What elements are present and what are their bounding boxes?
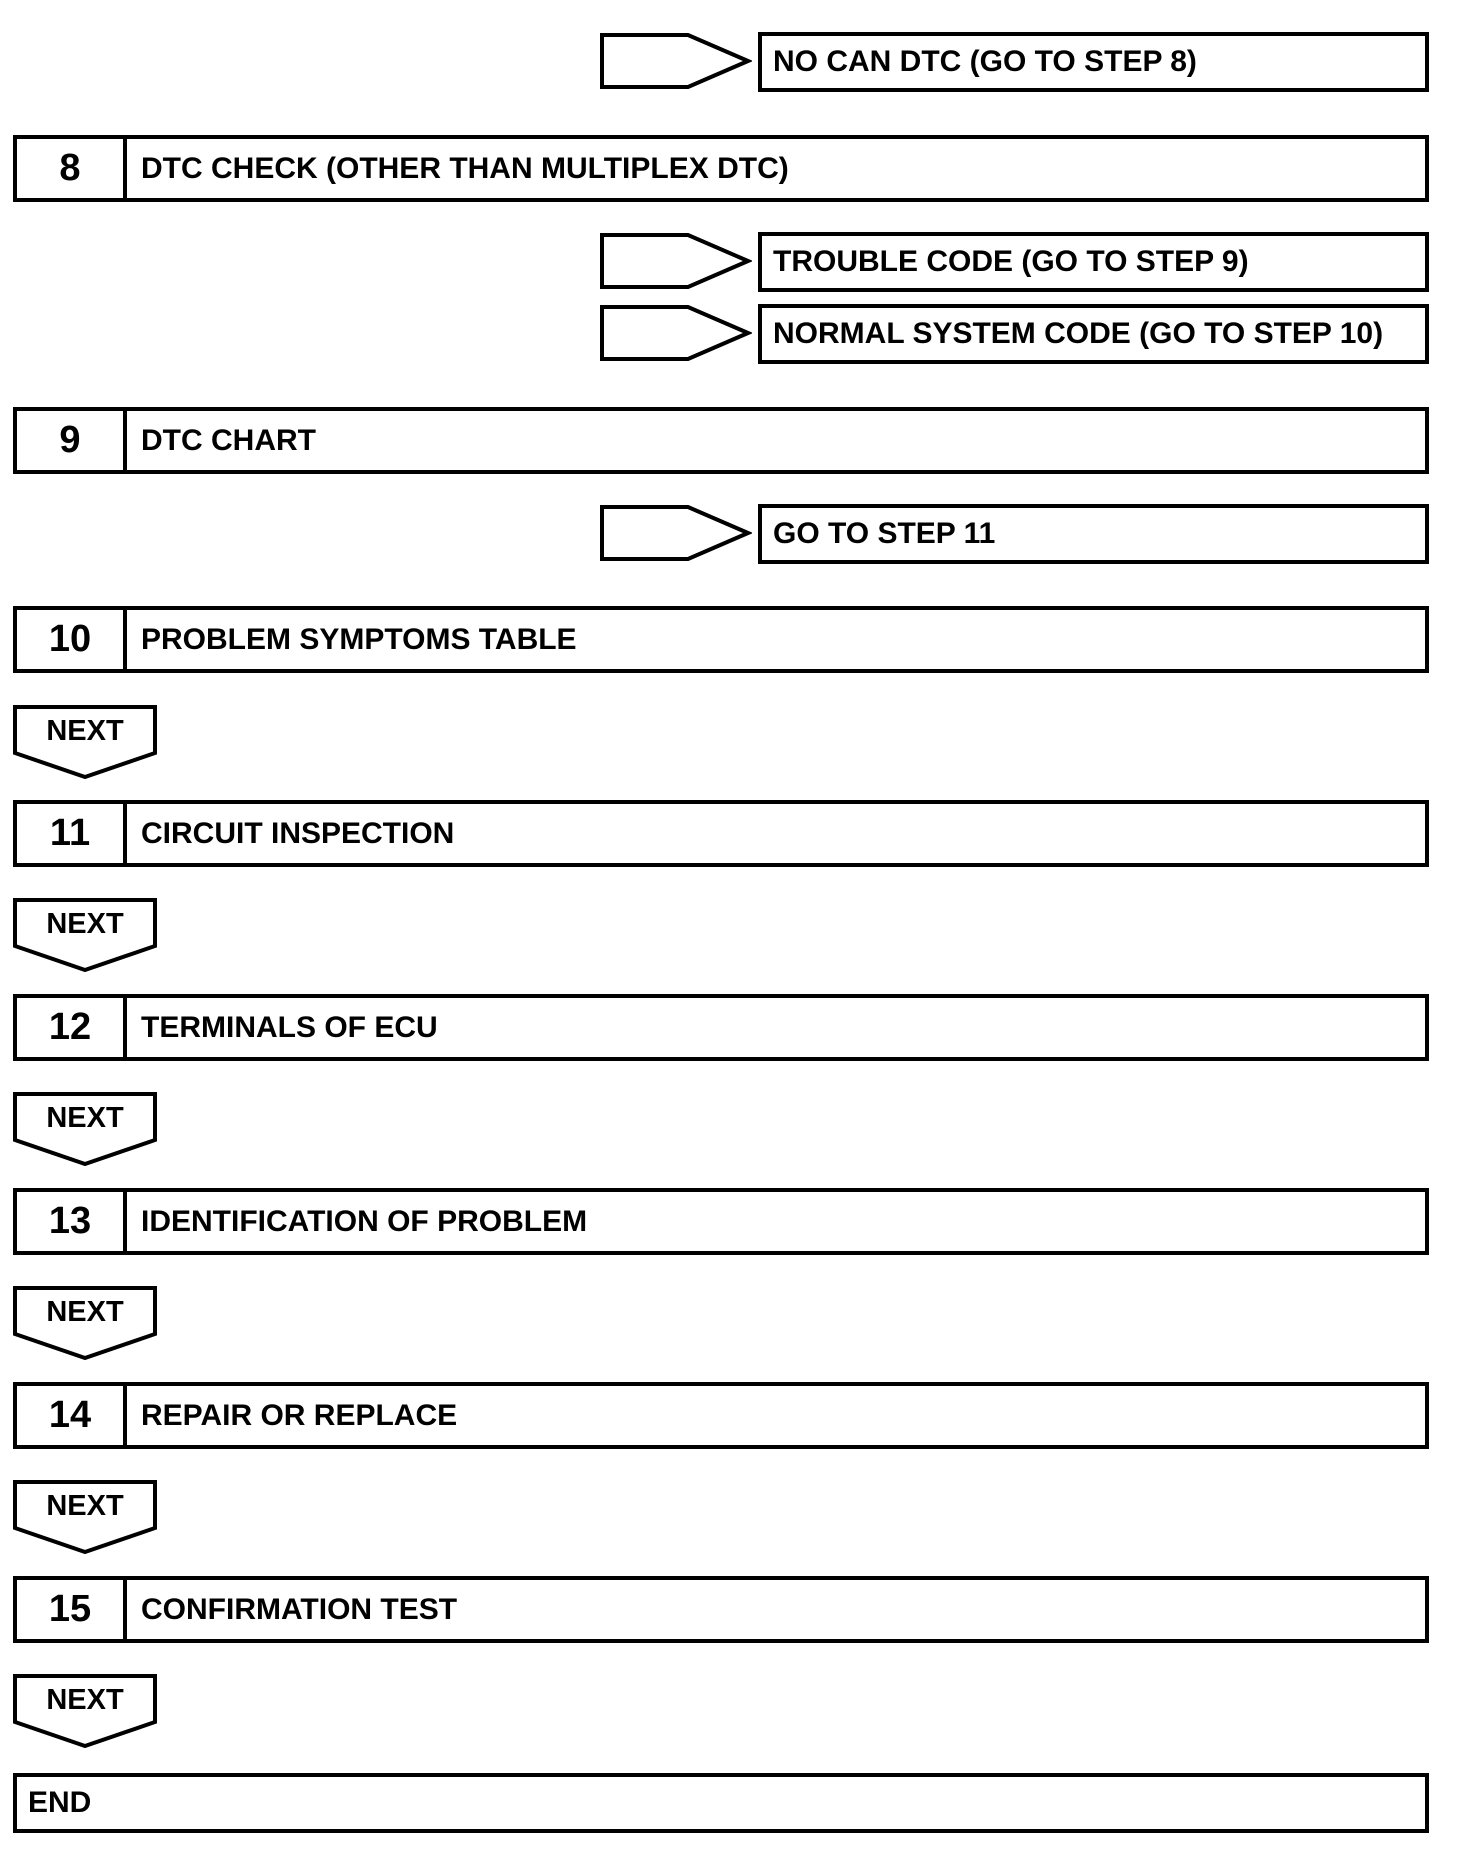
step-number: 11	[17, 804, 127, 863]
branch-go-to-step-11	[758, 504, 1429, 564]
next-label: NEXT	[46, 1489, 124, 1522]
right-arrow-icon	[600, 304, 752, 362]
branch-label: TROUBLE CODE (GO TO STEP 9)	[773, 245, 1249, 278]
step-8	[13, 135, 1429, 202]
step-13	[13, 1188, 1429, 1255]
branch-trouble-code	[758, 232, 1429, 292]
step-title: REPAIR OR REPLACE	[141, 1398, 458, 1432]
step-11	[13, 800, 1429, 867]
next-arrow	[13, 1092, 157, 1166]
next-label: NEXT	[46, 714, 124, 747]
next-arrow	[13, 705, 157, 779]
step-title: DTC CHECK (OTHER THAN MULTIPLEX DTC)	[141, 151, 789, 185]
step-9	[13, 407, 1429, 474]
step-number: 8	[17, 139, 127, 198]
step-title: CONFIRMATION TEST	[141, 1592, 458, 1626]
next-label: NEXT	[46, 1295, 124, 1328]
step-number: 15	[17, 1580, 127, 1639]
next-arrow	[13, 1480, 157, 1554]
end-box	[13, 1773, 1429, 1833]
step-14	[13, 1382, 1429, 1449]
branch-label: GO TO STEP 11	[773, 517, 996, 550]
step-number: 14	[17, 1386, 127, 1445]
step-number: 9	[17, 411, 127, 470]
step-number: 13	[17, 1192, 127, 1251]
step-15	[13, 1576, 1429, 1643]
right-arrow-icon	[600, 232, 752, 290]
branch-no-can-dtc	[758, 32, 1429, 92]
branch-normal-system-code	[758, 304, 1429, 364]
step-12	[13, 994, 1429, 1061]
next-label: NEXT	[46, 1683, 124, 1716]
step-title: PROBLEM SYMPTOMS TABLE	[141, 622, 577, 656]
step-title: IDENTIFICATION OF PROBLEM	[141, 1204, 588, 1238]
next-arrow	[13, 1674, 157, 1748]
branch-label: NORMAL SYSTEM CODE (GO TO STEP 10)	[773, 317, 1384, 350]
end-label: END	[28, 1786, 92, 1819]
next-arrow	[13, 1286, 157, 1360]
step-10	[13, 606, 1429, 673]
next-arrow	[13, 898, 157, 972]
step-number: 12	[17, 998, 127, 1057]
branch-label: NO CAN DTC (GO TO STEP 8)	[773, 45, 1197, 78]
step-number: 10	[17, 610, 127, 669]
right-arrow-icon	[600, 504, 752, 562]
step-title: DTC CHART	[141, 423, 316, 457]
next-label: NEXT	[46, 1101, 124, 1134]
next-label: NEXT	[46, 907, 124, 940]
step-title: CIRCUIT INSPECTION	[141, 816, 455, 850]
right-arrow-icon	[600, 32, 752, 90]
step-title: TERMINALS OF ECU	[141, 1010, 438, 1044]
